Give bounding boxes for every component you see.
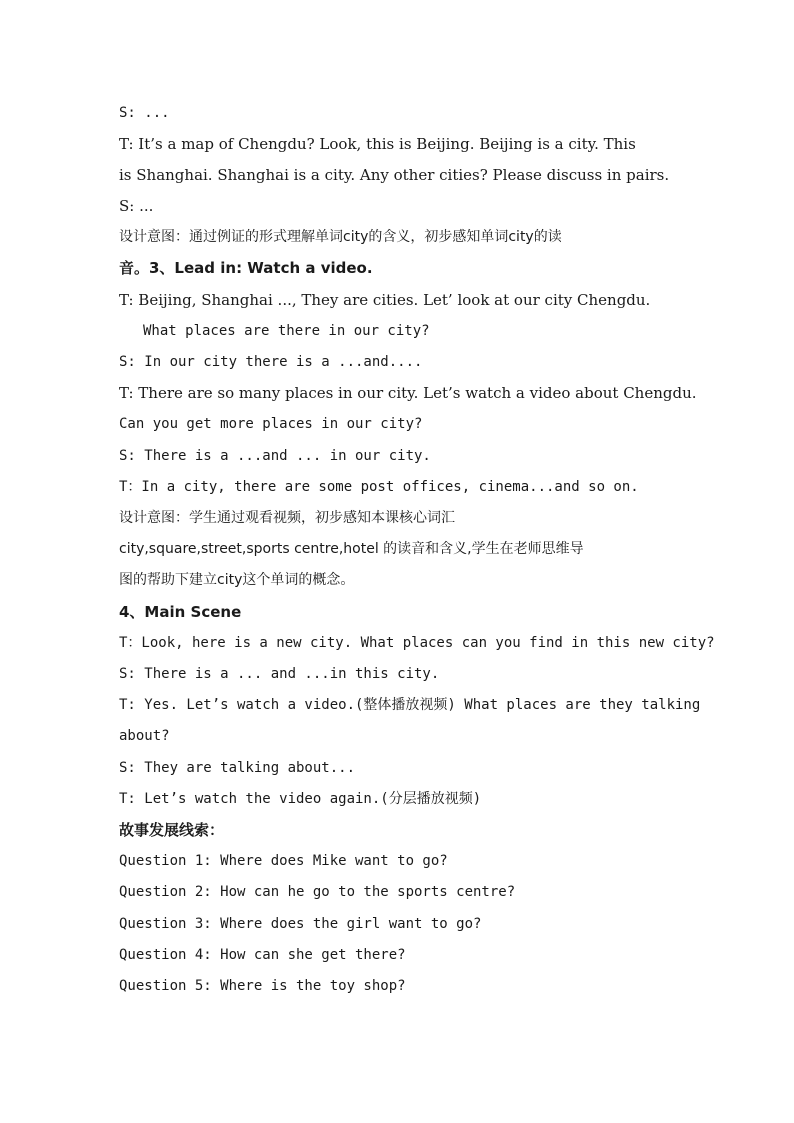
- dialogue-line: S: ...: [119, 105, 170, 121]
- dialogue-line: S: There is a ... and ...in this city.: [119, 666, 440, 682]
- question-line: Question 1: Where does Mike want to go?: [119, 853, 448, 869]
- dialogue-line: S: ...: [119, 197, 154, 215]
- section-heading: 音。3、Lead in: Watch a video.: [119, 259, 373, 277]
- dialogue-line: T：In a city, there are some post offices, cinema...and so on.: [119, 479, 639, 495]
- dialogue-line: T: Let’s watch the video again.(分层播放视频): [119, 791, 482, 807]
- story-clues-heading: 故事发展线索：: [119, 821, 225, 839]
- dialogue-line: What places are there in our city?: [143, 323, 430, 339]
- section-heading: 4、Main Scene: [119, 603, 242, 621]
- question-line: Question 2: How can he go to the sports centre?: [119, 884, 516, 900]
- dialogue-line: is Shanghai. Shanghai is a city. Any other cities? Please discuss in pairs.: [119, 166, 670, 184]
- design-intent-line: 图的帮助下建立city这个单词的概念。: [119, 572, 355, 588]
- question-line: Question 3: Where does the girl want to go?: [119, 916, 482, 932]
- dialogue-line: S: They are talking about...: [119, 760, 356, 776]
- dialogue-line: S: In our city there is a ...and....: [119, 354, 423, 370]
- dialogue-line: T: Yes. Let’s watch a video.(整体播放视频) What places are they talking: [119, 697, 701, 713]
- dialogue-line: S: There is a ...and ... in our city.: [119, 448, 431, 464]
- design-intent-line: 设计意图：学生通过观看视频，初步感知本课核心词汇: [119, 510, 455, 526]
- dialogue-line: T: Beijing, Shanghai ..., They are cities. Let’ look at our city Chengdu.: [119, 291, 651, 309]
- question-line: Question 5: Where is the toy shop?: [119, 978, 406, 994]
- dialogue-line: T: It’s a map of Chengdu? Look, this is Beijing. Beijing is a city. This: [119, 135, 636, 153]
- dialogue-line: T：Look, here is a new city. What places can you find in this new city?: [119, 635, 715, 651]
- dialogue-line: about?: [119, 728, 170, 744]
- dialogue-line: Can you get more places in our city?: [119, 416, 423, 432]
- design-intent-line: city,square,street,sports centre,hotel 的读音和含义,学生在老师思维导: [119, 541, 584, 557]
- dialogue-line: T: There are so many places in our city. Let’s watch a video about Chengdu.: [119, 384, 697, 402]
- question-line: Question 4: How can she get there?: [119, 947, 406, 963]
- design-intent-line: 设计意图：通过例证的形式理解单词city的含义，初步感知单词city的读: [119, 229, 562, 245]
